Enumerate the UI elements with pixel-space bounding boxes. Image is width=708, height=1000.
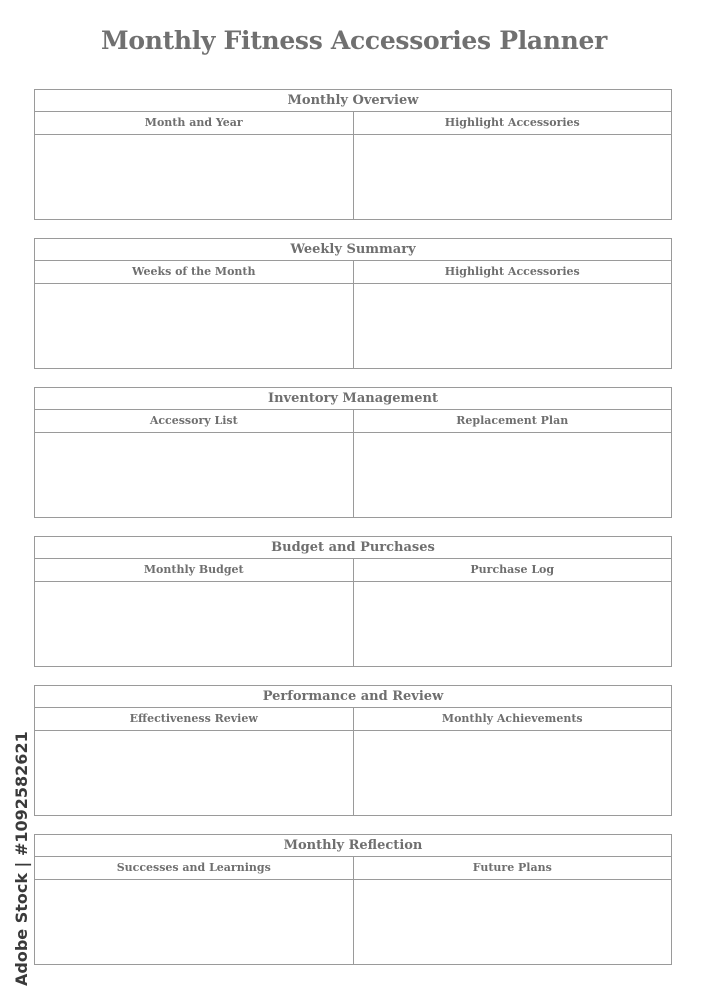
entry-cell[interactable] [353, 284, 672, 368]
column-header-row [35, 261, 671, 284]
section-title: Monthly Reflection [35, 835, 671, 857]
entry-cell[interactable] [35, 582, 353, 666]
section-title: Weekly Summary [35, 239, 671, 261]
column-header-row [35, 410, 671, 433]
entry-cell[interactable] [35, 135, 353, 219]
column-header: Highlight Accessories [353, 112, 672, 134]
entry-row [35, 582, 671, 666]
stock-watermark [12, 731, 34, 986]
column-header: Purchase Log [353, 559, 672, 581]
entry-cell[interactable] [35, 731, 353, 815]
entry-cell[interactable] [35, 433, 353, 517]
entry-cell[interactable] [353, 433, 672, 517]
section-budget-and-purchases [34, 536, 672, 667]
section-title: Performance and Review [35, 686, 671, 708]
entry-cell[interactable] [353, 731, 672, 815]
section-monthly-overview [34, 89, 672, 220]
watermark-text: Adobe Stock | #1092582621 [12, 731, 31, 986]
entry-cell[interactable] [35, 284, 353, 368]
entry-row [35, 433, 671, 517]
column-header: Successes and Learnings [116, 861, 271, 874]
column-header-row [35, 559, 671, 582]
section-inventory-management [34, 387, 672, 518]
column-header: Future Plans [353, 857, 672, 879]
column-header: Accessory List [149, 414, 238, 427]
column-header: Replacement Plan [353, 410, 672, 432]
entry-cell[interactable] [35, 880, 353, 964]
column-header: Month and Year [144, 116, 243, 129]
section-title: Budget and Purchases [35, 537, 671, 559]
column-header: Weeks of the Month [132, 265, 256, 278]
column-header-row [35, 112, 671, 135]
column-header: Monthly Budget [143, 563, 244, 576]
entry-row [35, 880, 671, 964]
entry-cell[interactable] [353, 135, 672, 219]
column-header-row [35, 857, 671, 880]
column-header: Effectiveness Review [129, 712, 258, 725]
entry-cell[interactable] [353, 582, 672, 666]
section-performance-and-review [34, 685, 672, 816]
column-header: Monthly Achievements [353, 708, 672, 730]
entry-cell[interactable] [353, 880, 672, 964]
page-title: Monthly Fitness Accessories Planner [100, 26, 608, 55]
entry-row [35, 135, 671, 219]
section-weekly-summary [34, 238, 672, 369]
column-header: Highlight Accessories [353, 261, 672, 283]
section-title: Monthly Overview [35, 90, 671, 112]
section-title: Inventory Management [35, 388, 671, 410]
entry-row [35, 284, 671, 368]
section-monthly-reflection [34, 834, 672, 965]
column-header-row [35, 708, 671, 731]
entry-row [35, 731, 671, 815]
